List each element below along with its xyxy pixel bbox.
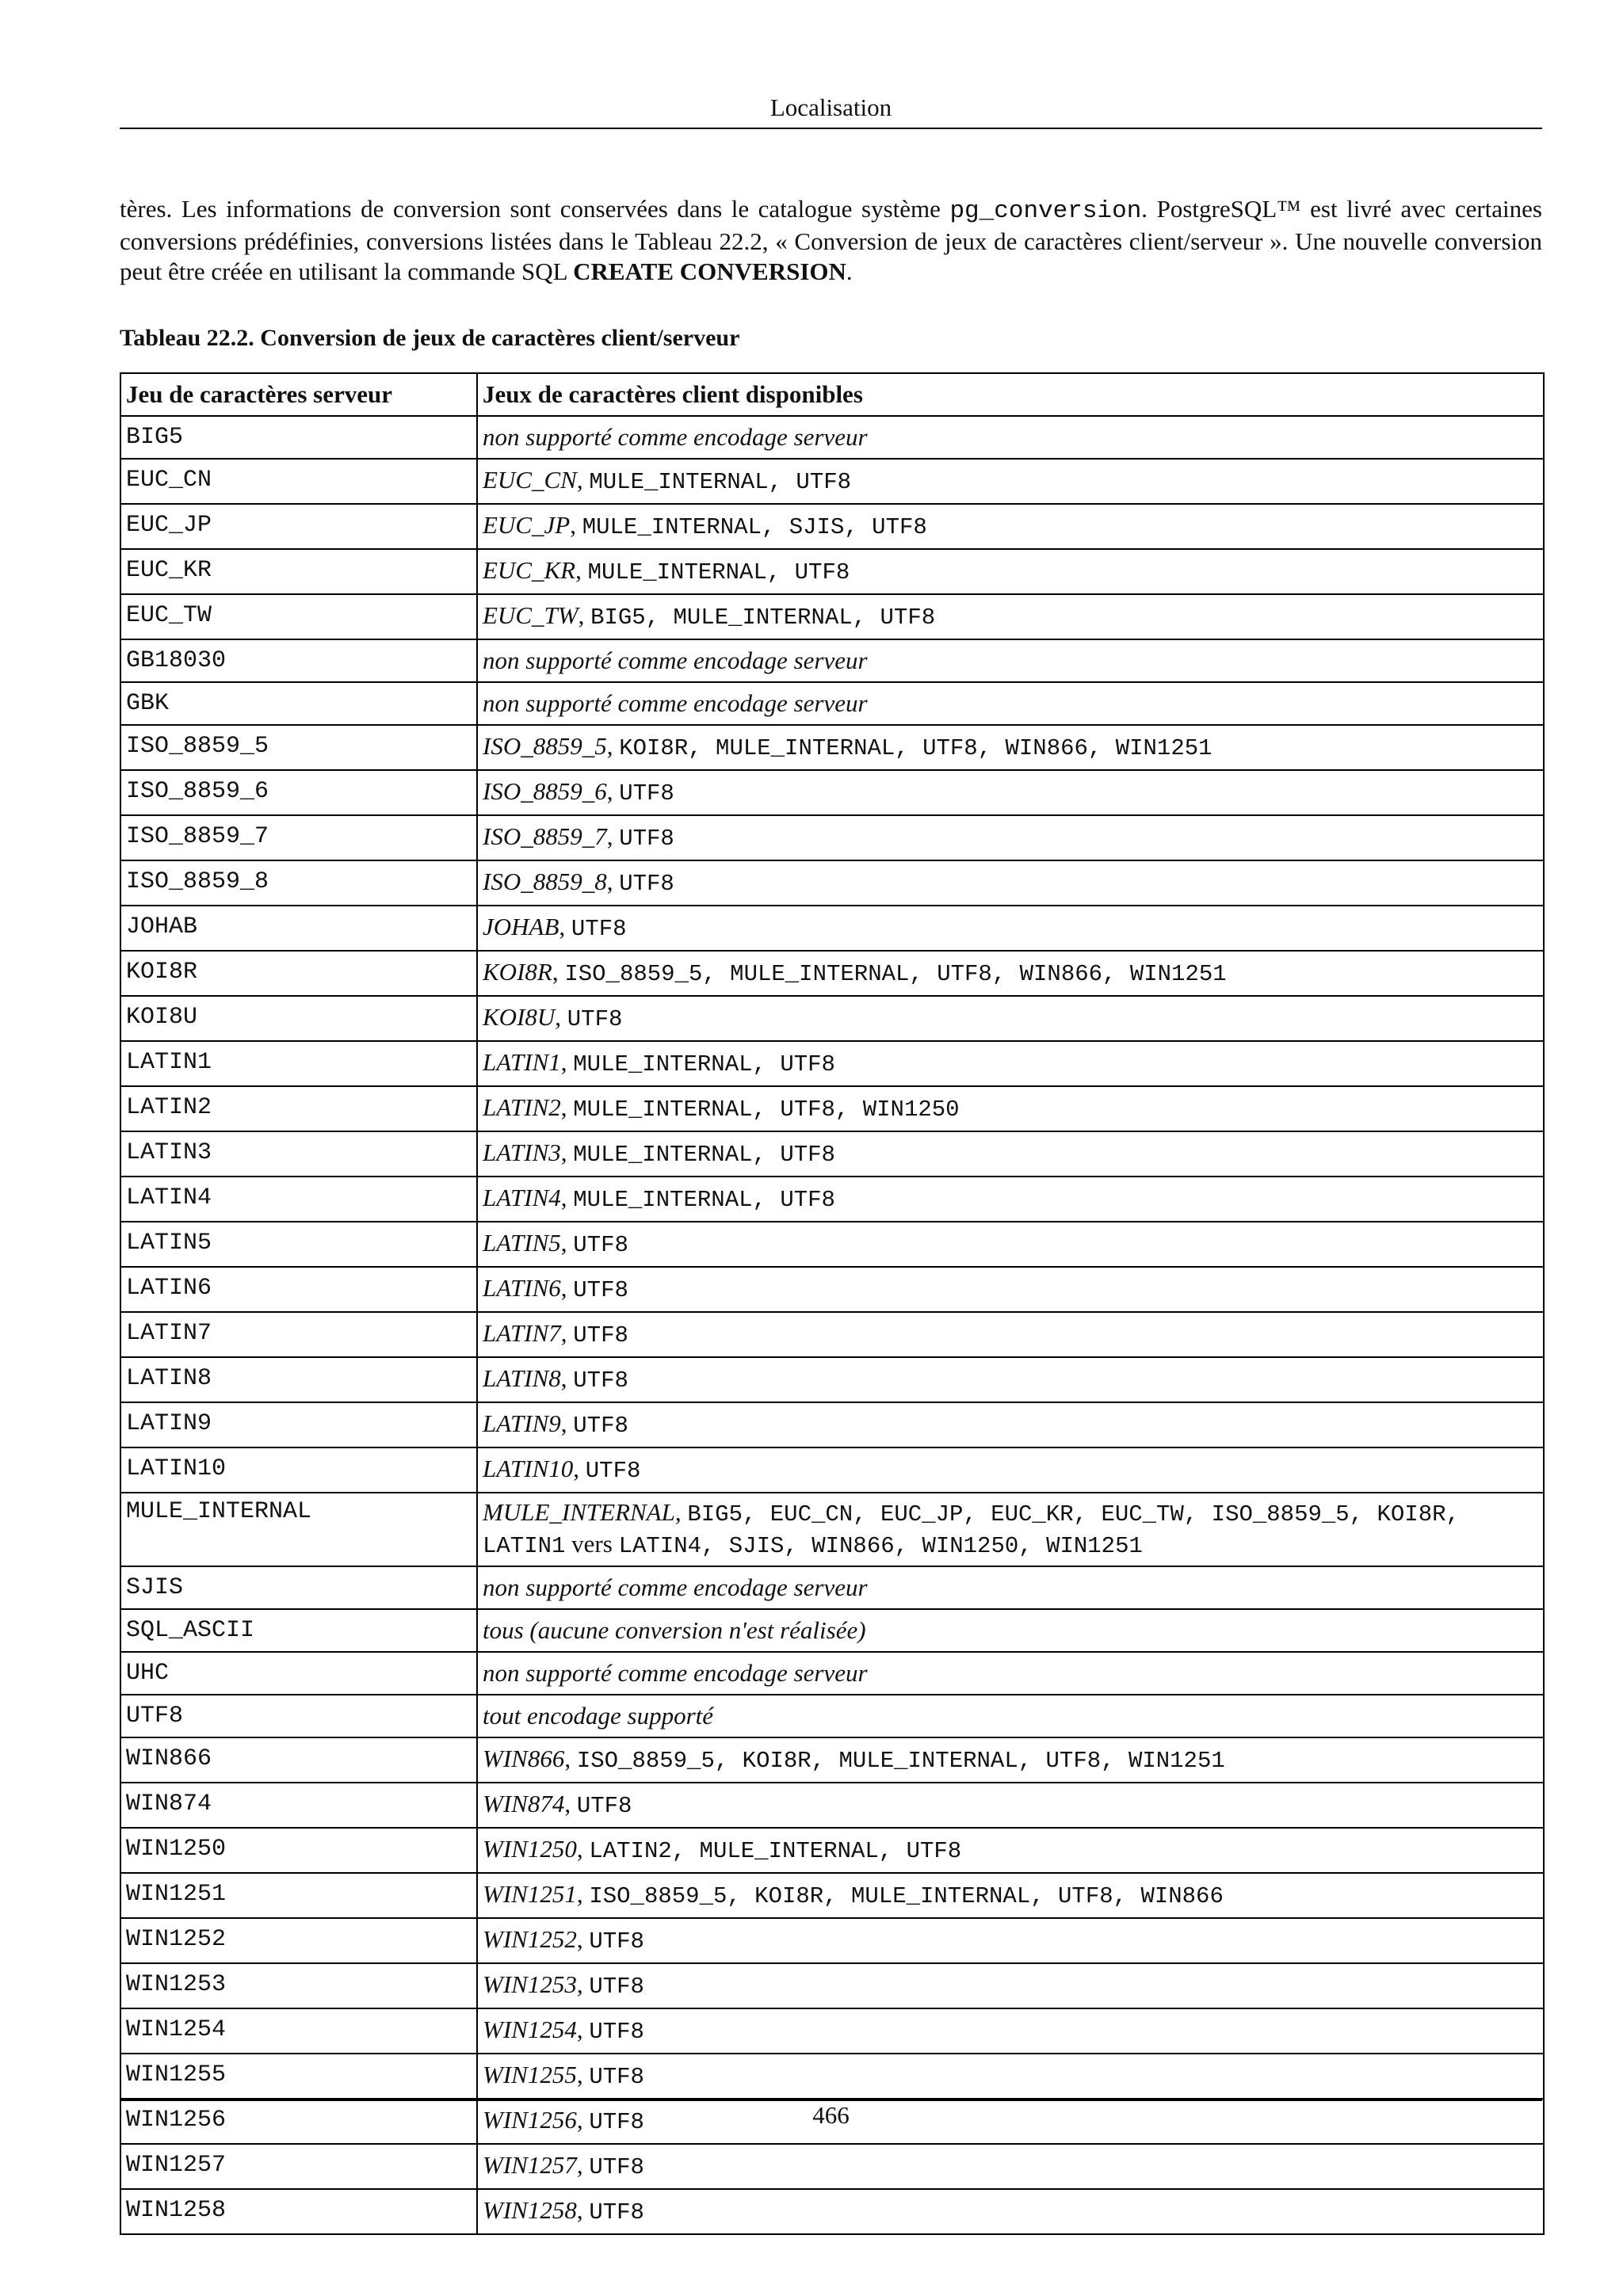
client-charset-list: LATIN2, MULE_INTERNAL, UTF8 xyxy=(589,1838,962,1864)
self-charset: KOI8U xyxy=(483,1003,556,1031)
header-client-charsets: Jeux de caractères client disponibles xyxy=(477,373,1544,416)
self-charset: LATIN4 xyxy=(483,1184,561,1211)
server-charset-cell: WIN1254 xyxy=(120,2008,477,2054)
server-charset-cell: ISO_8859_8 xyxy=(120,860,477,906)
client-charset-list: MULE_INTERNAL, UTF8 xyxy=(573,1187,835,1213)
table-row xyxy=(120,2054,1544,2099)
self-charset: LATIN1 xyxy=(483,1048,561,1076)
server-charset-cell: WIN1250 xyxy=(120,1828,477,1873)
client-charsets-cell: WIN1250, LATIN2, MULE_INTERNAL, UTF8 xyxy=(477,1828,1544,1873)
table-row xyxy=(120,1177,1544,1222)
client-charset-list: ISO_8859_5, KOI8R, MULE_INTERNAL, UTF8, WIN1251 xyxy=(576,1748,1225,1774)
self-charset: EUC_KR xyxy=(483,556,576,584)
client-charset-list: ISO_8859_5, KOI8R, MULE_INTERNAL, UTF8, WIN866 xyxy=(589,1883,1224,1909)
client-charsets-cell: EUC_KR, MULE_INTERNAL, UTF8 xyxy=(477,549,1544,594)
self-charset: WIN1252 xyxy=(483,1925,577,1953)
client-charset-list: UTF8 xyxy=(576,1793,632,1819)
table-row xyxy=(120,1222,1544,1267)
client-charset-list: ISO_8859_5, MULE_INTERNAL, UTF8, WIN866, WIN1251 xyxy=(564,961,1227,987)
client-charsets-cell: LATIN6, UTF8 xyxy=(477,1267,1544,1312)
server-charset-cell: MULE_INTERNAL xyxy=(120,1493,477,1566)
client-charset-list: UTF8 xyxy=(589,2154,644,2180)
self-charset: KOI8R xyxy=(483,958,552,986)
client-charsets-cell xyxy=(477,1566,1544,1609)
table-row xyxy=(120,639,1544,682)
client-charset-list: UTF8 xyxy=(589,2064,644,2090)
self-charset: WIN1255 xyxy=(483,2061,577,2088)
support-note: tous (aucune conversion n'est réalisée) xyxy=(483,1616,866,1644)
client-charsets-cell: ISO_8859_8, UTF8 xyxy=(477,860,1544,906)
client-charset-list: MULE_INTERNAL, UTF8 xyxy=(573,1051,835,1077)
client-charset-list: UTF8 xyxy=(589,1928,644,1955)
table-row xyxy=(120,1312,1544,1357)
table-row xyxy=(120,1357,1544,1402)
server-charset-cell: KOI8U xyxy=(120,996,477,1041)
client-charsets-cell: WIN1254, UTF8 xyxy=(477,2008,1544,2054)
client-charset-list: UTF8 xyxy=(573,1367,628,1394)
table-row xyxy=(120,770,1544,815)
client-charsets-cell xyxy=(477,682,1544,725)
client-charset-range-rest: LATIN4, SJIS, WIN866, WIN1250, WIN1251 xyxy=(618,1533,1143,1559)
server-charset-cell: WIN1255 xyxy=(120,2054,477,2099)
server-charset-cell: LATIN8 xyxy=(120,1357,477,1402)
server-charset-cell: LATIN2 xyxy=(120,1086,477,1131)
table-row xyxy=(120,2189,1544,2234)
client-charsets-cell: LATIN8, UTF8 xyxy=(477,1357,1544,1402)
server-charset-cell: GBK xyxy=(120,682,477,725)
client-charset-list: KOI8R, MULE_INTERNAL, UTF8, WIN866, WIN1251 xyxy=(619,735,1212,761)
support-note: non supporté comme encodage serveur xyxy=(483,423,868,451)
server-charset-cell: WIN1253 xyxy=(120,1963,477,2008)
client-charsets-cell xyxy=(477,1695,1544,1737)
server-charset-cell: LATIN10 xyxy=(120,1447,477,1493)
table-row xyxy=(120,1828,1544,1873)
table-row xyxy=(120,459,1544,504)
self-charset: ISO_8859_6 xyxy=(483,777,607,805)
self-charset: LATIN5 xyxy=(483,1229,561,1257)
self-charset: LATIN9 xyxy=(483,1409,561,1437)
intro-text-1: tères. Les informations de conversion sont conservées dans le catalogue système xyxy=(120,195,950,223)
server-charset-cell: UTF8 xyxy=(120,1695,477,1737)
server-charset-cell: WIN1251 xyxy=(120,1873,477,1918)
table-row xyxy=(120,2144,1544,2189)
table-row xyxy=(120,1566,1544,1609)
client-charset-list: UTF8 xyxy=(573,1232,628,1258)
server-charset-cell: WIN1252 xyxy=(120,1918,477,1963)
table-row xyxy=(120,1131,1544,1177)
server-charset-cell: WIN1257 xyxy=(120,2144,477,2189)
table-row xyxy=(120,504,1544,549)
client-charset-list: BIG5, EUC_CN, EUC_JP, EUC_KR, EUC_TW, ISO_8859_5, KOI8R, xyxy=(687,1501,1460,1527)
server-charset-cell: EUC_TW xyxy=(120,594,477,639)
client-charset-list: MULE_INTERNAL, UTF8 xyxy=(573,1142,835,1168)
self-charset: WIN874 xyxy=(483,1790,565,1817)
running-header: Localisation xyxy=(769,93,892,121)
table-row xyxy=(120,1086,1544,1131)
table-row xyxy=(120,1267,1544,1312)
table-row xyxy=(120,951,1544,996)
intro-code: pg_conversion xyxy=(949,197,1142,225)
server-charset-cell: LATIN7 xyxy=(120,1312,477,1357)
client-charset-list: UTF8 xyxy=(573,1322,628,1348)
server-charset-cell: WIN1256 xyxy=(120,2099,477,2144)
self-charset: LATIN6 xyxy=(483,1274,561,1302)
client-charsets-cell: WIN1256, UTF8 xyxy=(477,2099,1544,2144)
server-charset-cell: JOHAB xyxy=(120,906,477,951)
self-charset: WIN1251 xyxy=(483,1880,577,1908)
table-row xyxy=(120,996,1544,1041)
server-charset-cell: EUC_JP xyxy=(120,504,477,549)
client-charsets-cell: WIN1257, UTF8 xyxy=(477,2144,1544,2189)
table-row xyxy=(120,594,1544,639)
self-charset: LATIN7 xyxy=(483,1319,561,1347)
client-charsets-cell: LATIN9, UTF8 xyxy=(477,1402,1544,1447)
self-charset: WIN1254 xyxy=(483,2016,577,2043)
client-charset-list: UTF8 xyxy=(573,1277,628,1303)
client-charset-list: UTF8 xyxy=(589,2199,644,2225)
intro-command: CREATE CONVERSION xyxy=(573,257,846,285)
intro-text-2: . PostgreSQL™ est livré avec certaines conversions prédéfinies, conversions listées dans le Tableau 22.2, « Conversion de jeux de caractères client/serveur ». Une nouvelle conversion peut être créée en utilisant la commande SQL xyxy=(120,195,1542,285)
intro-paragraph xyxy=(120,194,1542,287)
client-charset-list: UTF8 xyxy=(567,1006,623,1032)
self-charset: EUC_JP xyxy=(483,511,571,539)
client-charset-list: UTF8 xyxy=(585,1458,641,1484)
client-charsets-cell xyxy=(477,416,1544,459)
client-charset-range-start: LATIN1 xyxy=(483,1533,566,1559)
client-charsets-cell: WIN874, UTF8 xyxy=(477,1783,1544,1828)
server-charset-cell: LATIN6 xyxy=(120,1267,477,1312)
client-charsets-cell: LATIN3, MULE_INTERNAL, UTF8 xyxy=(477,1131,1544,1177)
self-charset: WIN1257 xyxy=(483,2151,577,2179)
client-charset-list: MULE_INTERNAL, UTF8, WIN1250 xyxy=(573,1097,960,1123)
client-charsets-cell xyxy=(477,639,1544,682)
server-charset-cell: WIN866 xyxy=(120,1737,477,1783)
server-charset-cell: BIG5 xyxy=(120,416,477,459)
server-charset-cell: GB18030 xyxy=(120,639,477,682)
header-divider xyxy=(120,128,1542,129)
table-row xyxy=(120,815,1544,860)
client-charsets-cell: LATIN5, UTF8 xyxy=(477,1222,1544,1267)
client-charsets-cell: ISO_8859_6, UTF8 xyxy=(477,770,1544,815)
self-charset: ISO_8859_8 xyxy=(483,868,607,895)
server-charset-cell: ISO_8859_7 xyxy=(120,815,477,860)
client-charsets-cell: LATIN1, MULE_INTERNAL, UTF8 xyxy=(477,1041,1544,1086)
client-charsets-cell: WIN866, ISO_8859_5, KOI8R, MULE_INTERNAL, UTF8, WIN1251 xyxy=(477,1737,1544,1783)
server-charset-cell: WIN874 xyxy=(120,1783,477,1828)
support-note: non supporté comme encodage serveur xyxy=(483,646,868,674)
client-charsets-cell: ISO_8859_7, UTF8 xyxy=(477,815,1544,860)
table-row xyxy=(120,1783,1544,1828)
table-row xyxy=(120,1493,1544,1566)
table-row xyxy=(120,1402,1544,1447)
table-header-row xyxy=(120,373,1544,416)
client-charset-list: MULE_INTERNAL, UTF8 xyxy=(589,469,852,495)
server-charset-cell: LATIN5 xyxy=(120,1222,477,1267)
self-charset: ISO_8859_7 xyxy=(483,822,607,850)
self-charset: ISO_8859_5 xyxy=(483,732,607,760)
self-charset: JOHAB xyxy=(483,913,559,940)
table-caption: Tableau 22.2. Conversion de jeux de caractères client/serveur xyxy=(120,325,740,351)
self-charset: LATIN10 xyxy=(483,1455,574,1482)
table-row xyxy=(120,1963,1544,2008)
header-server-charset: Jeu de caractères serveur xyxy=(120,373,477,416)
self-charset: LATIN8 xyxy=(483,1364,561,1392)
client-charset-list: UTF8 xyxy=(589,2019,644,2045)
table-row xyxy=(120,1041,1544,1086)
support-note: non supporté comme encodage serveur xyxy=(483,1573,868,1601)
range-word: vers xyxy=(565,1530,619,1558)
client-charsets-cell: LATIN7, UTF8 xyxy=(477,1312,1544,1357)
client-charsets-cell: WIN1258, UTF8 xyxy=(477,2189,1544,2234)
client-charset-list: UTF8 xyxy=(619,780,674,807)
conversion-table xyxy=(120,372,1545,2235)
self-charset: LATIN2 xyxy=(483,1093,561,1121)
client-charset-list: BIG5, MULE_INTERNAL, UTF8 xyxy=(590,605,936,631)
table-row xyxy=(120,1737,1544,1783)
support-note: non supporté comme encodage serveur xyxy=(483,1659,868,1687)
server-charset-cell: LATIN3 xyxy=(120,1131,477,1177)
client-charsets-cell: KOI8R, ISO_8859_5, MULE_INTERNAL, UTF8, WIN866, WIN1251 xyxy=(477,951,1544,996)
table-row xyxy=(120,1873,1544,1918)
self-charset: WIN1258 xyxy=(483,2196,577,2224)
client-charsets-cell: EUC_TW, BIG5, MULE_INTERNAL, UTF8 xyxy=(477,594,1544,639)
support-note: tout encodage supporté xyxy=(483,1702,714,1730)
client-charset-list: MULE_INTERNAL, SJIS, UTF8 xyxy=(582,514,927,540)
table-body xyxy=(120,416,1544,2234)
server-charset-cell: LATIN4 xyxy=(120,1177,477,1222)
table-row xyxy=(120,1447,1544,1493)
client-charset-list: UTF8 xyxy=(589,2109,644,2135)
table-row xyxy=(120,416,1544,459)
server-charset-cell: EUC_CN xyxy=(120,459,477,504)
client-charsets-cell: WIN1251, ISO_8859_5, KOI8R, MULE_INTERNAL, UTF8, WIN866 xyxy=(477,1873,1544,1918)
client-charsets-cell xyxy=(477,1609,1544,1652)
table-row xyxy=(120,860,1544,906)
table-row xyxy=(120,2008,1544,2054)
client-charsets-cell: EUC_CN, MULE_INTERNAL, UTF8 xyxy=(477,459,1544,504)
self-charset: WIN1256 xyxy=(483,2106,577,2134)
client-charset-list: UTF8 xyxy=(619,871,674,897)
client-charsets-cell: LATIN2, MULE_INTERNAL, UTF8, WIN1250 xyxy=(477,1086,1544,1131)
table-row xyxy=(120,1652,1544,1695)
page-number: 466 xyxy=(812,2101,850,2129)
self-charset: LATIN3 xyxy=(483,1138,561,1166)
server-charset-cell: SQL_ASCII xyxy=(120,1609,477,1652)
client-charsets-cell: MULE_INTERNAL, BIG5, EUC_CN, EUC_JP, EUC_KR, EUC_TW, ISO_8859_5, KOI8R, LATIN1 vers LATIN4, SJIS, WIN866, WIN1250, WIN1251 xyxy=(477,1493,1544,1566)
client-charset-list: UTF8 xyxy=(619,826,674,852)
client-charsets-cell xyxy=(477,1652,1544,1695)
client-charsets-cell: LATIN10, UTF8 xyxy=(477,1447,1544,1493)
server-charset-cell: LATIN1 xyxy=(120,1041,477,1086)
table-row xyxy=(120,1695,1544,1737)
client-charsets-cell: KOI8U, UTF8 xyxy=(477,996,1544,1041)
table-row xyxy=(120,549,1544,594)
self-charset: WIN866 xyxy=(483,1745,565,1772)
server-charset-cell: ISO_8859_5 xyxy=(120,725,477,770)
table-row xyxy=(120,1609,1544,1652)
client-charset-list: MULE_INTERNAL, UTF8 xyxy=(587,559,850,585)
client-charsets-cell: ISO_8859_5, KOI8R, MULE_INTERNAL, UTF8, WIN866, WIN1251 xyxy=(477,725,1544,770)
self-charset: WIN1253 xyxy=(483,1970,577,1998)
support-note: non supporté comme encodage serveur xyxy=(483,689,868,717)
server-charset-cell: EUC_KR xyxy=(120,549,477,594)
self-charset: MULE_INTERNAL xyxy=(483,1498,675,1526)
client-charset-list: UTF8 xyxy=(573,1413,628,1439)
server-charset-cell: KOI8R xyxy=(120,951,477,996)
intro-text-3: . xyxy=(846,257,853,285)
client-charset-list: UTF8 xyxy=(589,1974,644,2000)
server-charset-cell: WIN1258 xyxy=(120,2189,477,2234)
client-charset-list: UTF8 xyxy=(571,916,627,942)
table-row xyxy=(120,1918,1544,1963)
table-row xyxy=(120,725,1544,770)
server-charset-cell: UHC xyxy=(120,1652,477,1695)
client-charsets-cell: WIN1255, UTF8 xyxy=(477,2054,1544,2099)
table-row xyxy=(120,906,1544,951)
client-charsets-cell: JOHAB, UTF8 xyxy=(477,906,1544,951)
server-charset-cell: SJIS xyxy=(120,1566,477,1609)
client-charsets-cell: EUC_JP, MULE_INTERNAL, SJIS, UTF8 xyxy=(477,504,1544,549)
self-charset: EUC_CN xyxy=(483,466,577,494)
client-charsets-cell: LATIN4, MULE_INTERNAL, UTF8 xyxy=(477,1177,1544,1222)
server-charset-cell: ISO_8859_6 xyxy=(120,770,477,815)
client-charsets-cell: WIN1253, UTF8 xyxy=(477,1963,1544,2008)
client-charsets-cell: WIN1252, UTF8 xyxy=(477,1918,1544,1963)
table-row xyxy=(120,682,1544,725)
server-charset-cell: LATIN9 xyxy=(120,1402,477,1447)
self-charset: WIN1250 xyxy=(483,1835,577,1863)
self-charset: EUC_TW xyxy=(483,601,579,629)
